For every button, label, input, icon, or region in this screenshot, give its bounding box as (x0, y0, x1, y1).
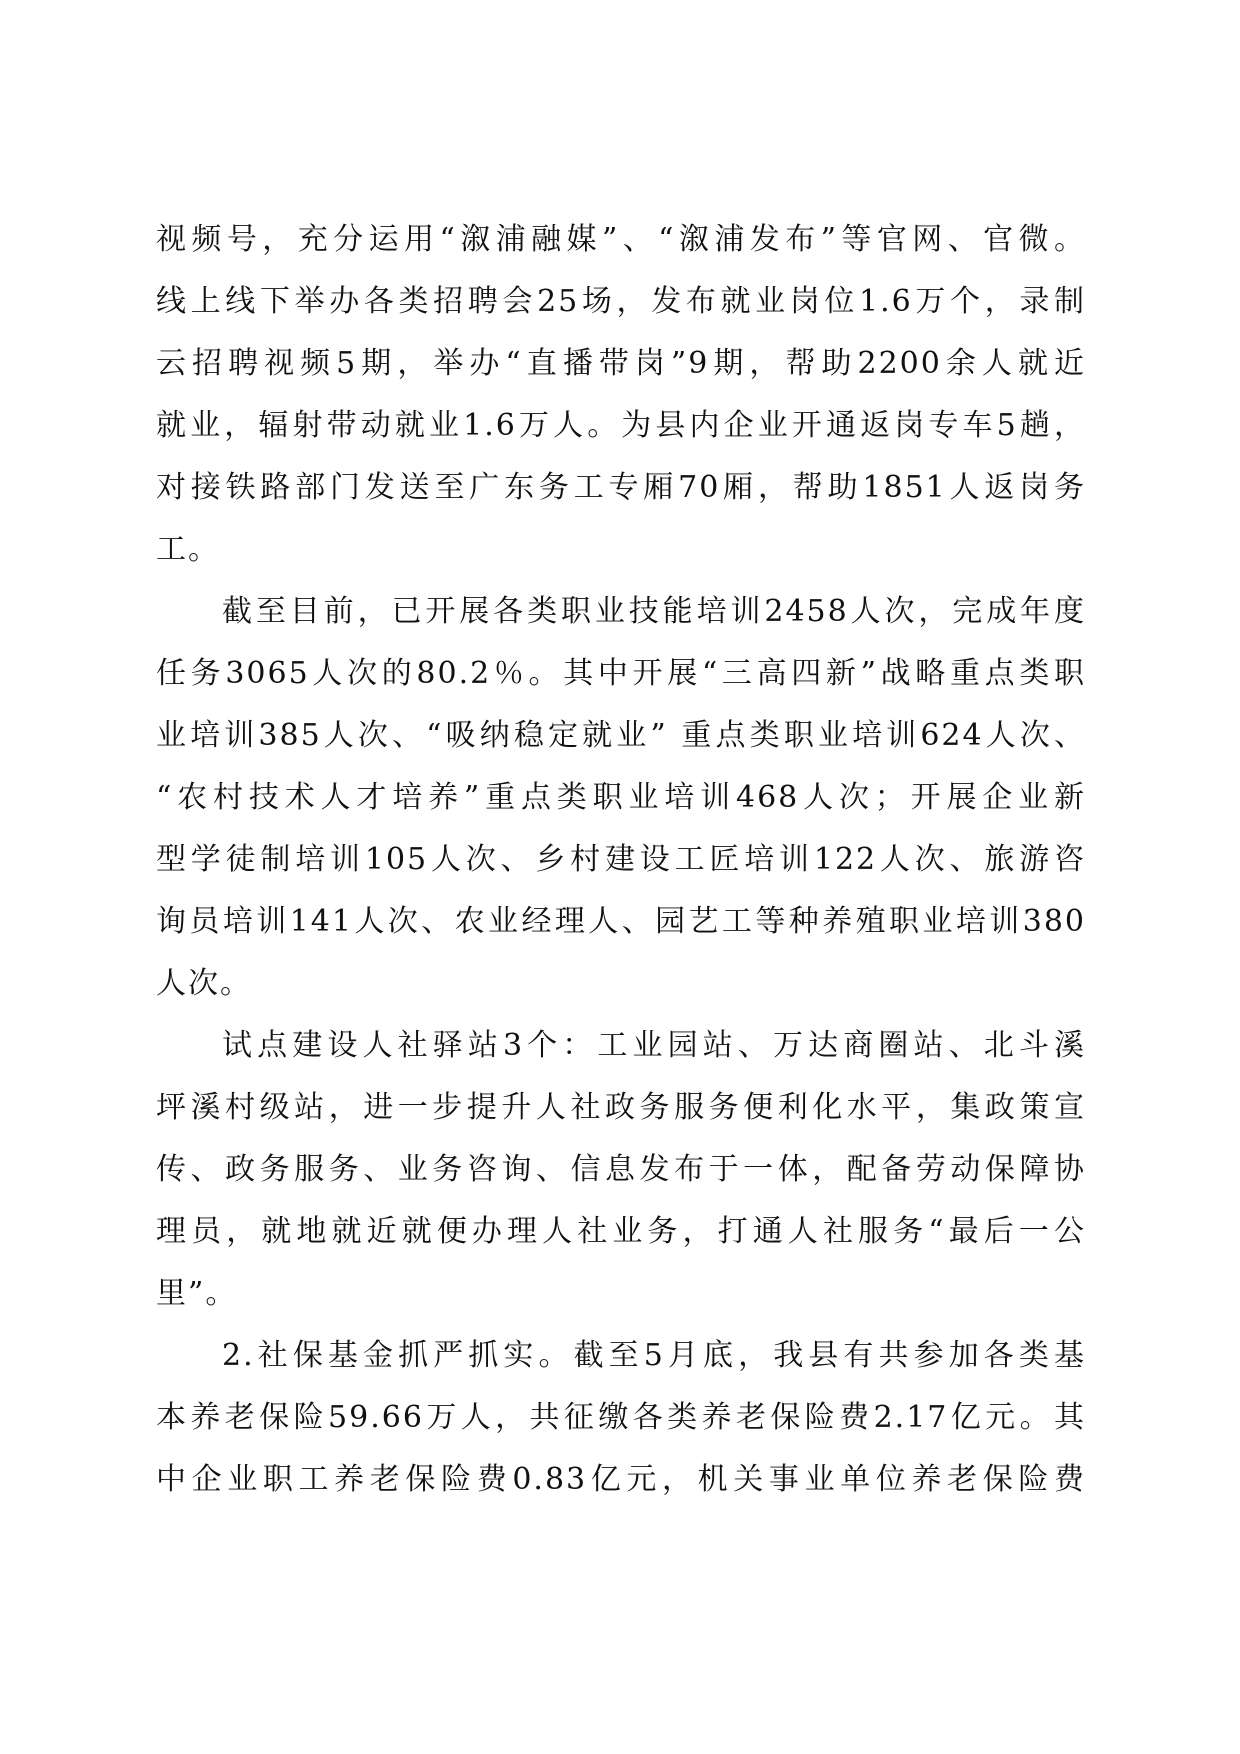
text-line: 业培训385人次、“吸纳稳定就业” 重点类职业培训624人次、 (156, 718, 1086, 753)
text-line: 视频号，充分运用“溆浦融媒”、“溆浦发布”等官网、官微。 (156, 222, 1086, 257)
text-line: 中企业职工养老保险费0.83亿元，机关事业单位养老保险费 (156, 1462, 1086, 1497)
text-line: 对接铁路部门发送至广东务工专厢70厢，帮助1851人返岗务 (156, 470, 1086, 505)
text-line: 本养老保险59.66万人，共征缴各类养老保险费2.17亿元。其 (156, 1400, 1086, 1435)
text-line: 询员培训141人次、农业经理人、园艺工等种养殖职业培训380 (156, 904, 1086, 939)
paragraph-first-line: 试点建设人社驿站3个：工业园站、万达商圈站、北斗溪 (222, 1028, 1086, 1063)
text-line: 就业，辐射带动就业1.6万人。为县内企业开通返岗专车5趟， (156, 408, 1086, 443)
text-line: 云招聘视频5期，举办“直播带岗”9期，帮助2200余人就近 (156, 346, 1086, 381)
section-heading-line: 2.社保基金抓严抓实。截至5月底，我县有共参加各类基 (222, 1338, 1086, 1373)
text-line: 工。 (156, 532, 220, 567)
text-line: “农村技术人才培养”重点类职业培训468人次；开展企业新 (156, 780, 1086, 815)
text-line: 里”。 (156, 1276, 238, 1311)
text-line: 任务3065人次的80.2％。其中开展“三高四新”战略重点类职 (156, 656, 1086, 691)
text-line: 理员，就地就近就便办理人社业务，打通人社服务“最后一公 (156, 1214, 1086, 1249)
text-line: 人次。 (156, 966, 252, 1001)
text-line: 坪溪村级站，进一步提升人社政务服务便利化水平，集政策宣 (156, 1090, 1086, 1125)
document-body (156, 209, 1086, 1511)
text-line: 传、政务服务、业务咨询、信息发布于一体，配备劳动保障协 (156, 1152, 1086, 1187)
text-line: 线上线下举办各类招聘会25场，发布就业岗位1.6万个，录制 (156, 284, 1086, 319)
text-line: 型学徒制培训105人次、乡村建设工匠培训122人次、旅游咨 (156, 842, 1086, 877)
paragraph-first-line: 截至目前，已开展各类职业技能培训2458人次，完成年度 (222, 594, 1086, 629)
